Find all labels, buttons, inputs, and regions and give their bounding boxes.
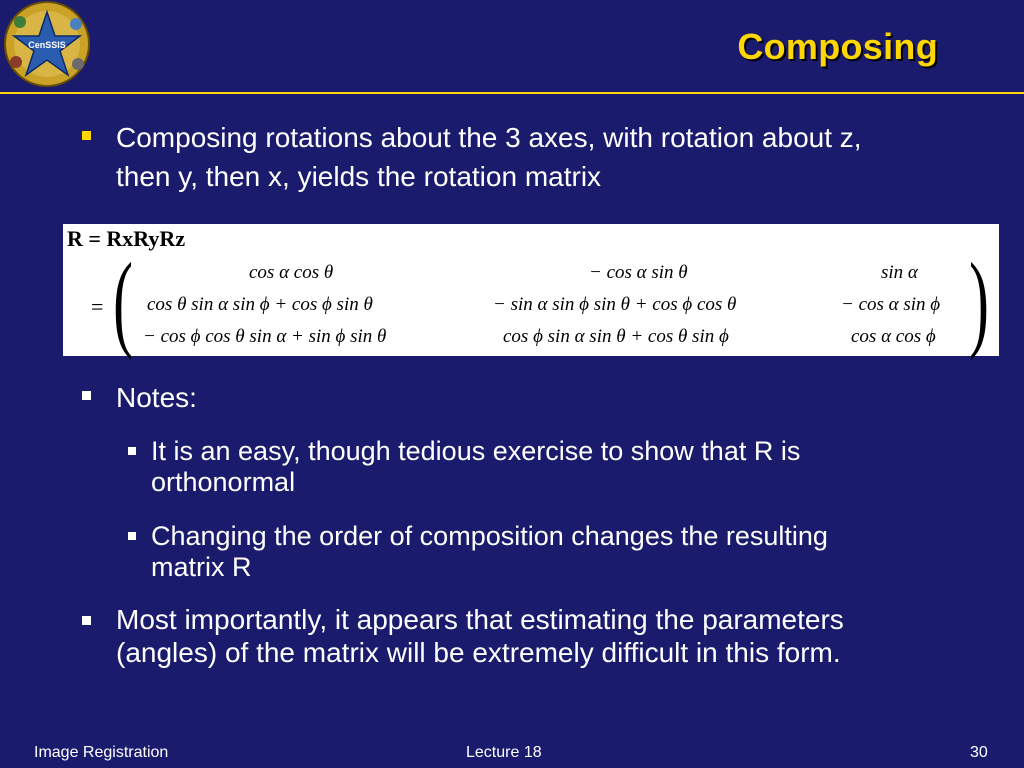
equation-lhs: R = RxRyRz xyxy=(67,226,186,251)
bullet-square-icon xyxy=(82,391,91,400)
matrix-cell: cos α cos θ xyxy=(249,262,334,283)
bullet-3-text: Most importantly, it appears that estimating the parameters (angles) of the matrix will be extremely difficult in this form. xyxy=(116,604,844,668)
matrix-cell: − cos ϕ cos θ sin α + sin ϕ sin θ xyxy=(143,326,387,347)
matrix-cell: − cos α sin ϕ xyxy=(841,294,941,315)
bullet-square-icon xyxy=(128,447,136,455)
censsis-logo xyxy=(0,0,100,92)
sub-bullet-1 xyxy=(128,436,928,498)
slide-title: Composing xyxy=(737,26,938,67)
bullet-square-icon xyxy=(82,616,91,625)
footer-page-number: 30 xyxy=(970,744,988,761)
bullet-square-icon xyxy=(128,532,136,540)
bullet-3 xyxy=(82,603,902,669)
bullet-1 xyxy=(82,118,912,196)
matrix-cell: sin α xyxy=(881,262,918,283)
logo-text: CenSSIS xyxy=(28,40,66,50)
sub-bullet-2-text: Changing the order of composition changes the resulting matrix R xyxy=(151,521,828,582)
footer-course: Image Registration xyxy=(34,744,169,761)
notes-heading: Notes: xyxy=(116,382,197,413)
equation-equals: = xyxy=(91,294,104,319)
matrix-cell: cos ϕ sin α sin θ + cos θ sin ϕ xyxy=(503,326,729,347)
footer-lecture: Lecture 18 xyxy=(466,744,542,761)
matrix-right-paren: ) xyxy=(969,242,989,361)
sub-bullet-2 xyxy=(128,521,898,583)
bullet-notes xyxy=(82,378,197,417)
rotation-matrix-equation xyxy=(63,224,999,361)
matrix-cell: − sin α sin ϕ sin θ + cos ϕ cos θ xyxy=(493,294,737,315)
bullet-square-icon xyxy=(82,131,91,140)
matrix-cell: cos α cos ϕ xyxy=(851,326,936,347)
matrix-cell: cos θ sin α sin ϕ + cos ϕ sin θ xyxy=(147,294,373,315)
bullet-1-text: Composing rotations about the 3 axes, with rotation about z, then y, then x, yields the rotation matrix xyxy=(116,122,862,192)
matrix-cell: − cos α sin θ xyxy=(589,262,688,283)
matrix-left-paren: ( xyxy=(113,242,133,361)
sub-bullet-1-text: It is an easy, though tedious exercise to show that R is orthonormal xyxy=(151,436,801,497)
title-divider xyxy=(0,92,1024,94)
